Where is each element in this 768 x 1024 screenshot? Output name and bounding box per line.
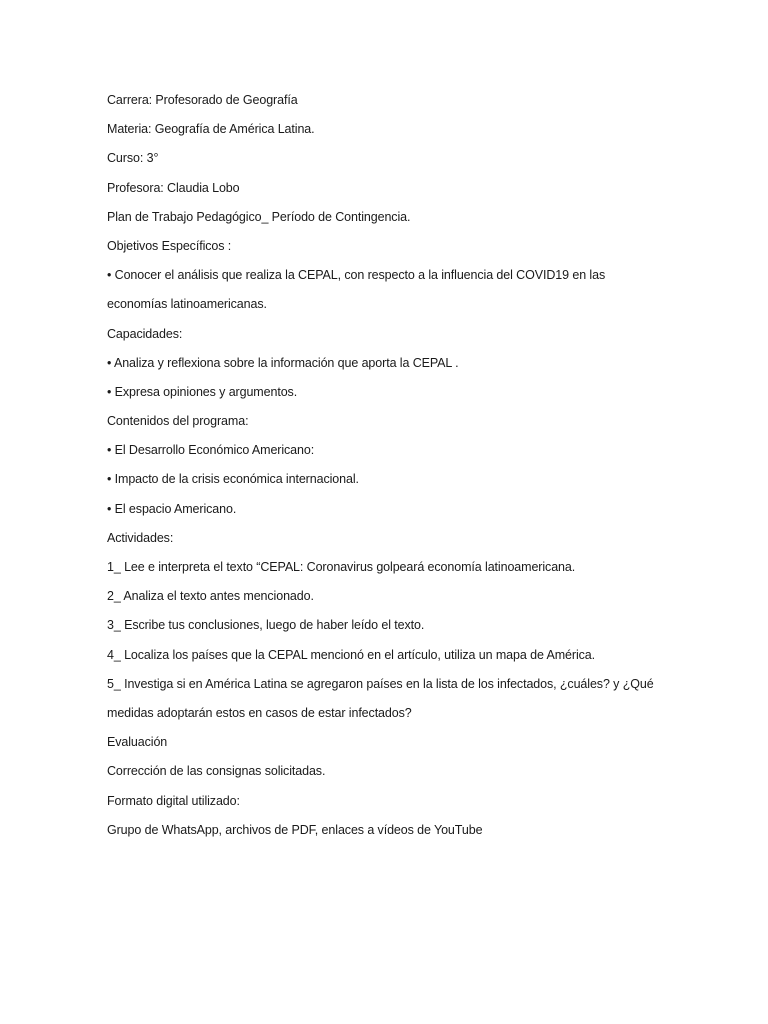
plan-title-line: Plan de Trabajo Pedagógico_ Período de Contingencia. <box>107 209 411 224</box>
capacidad-bullet-1: • Analiza y reflexiona sobre la información que aporta la CEPAL . <box>107 355 459 370</box>
actividad-3: 3_ Escribe tus conclusiones, luego de haber leído el texto. <box>107 618 425 633</box>
contenido-bullet-1: • El Desarrollo Económico Americano: <box>107 443 315 458</box>
evaluacion-heading: Evaluación <box>107 735 168 750</box>
contenido-bullet-2: • Impacto de la crisis económica internacional. <box>107 472 359 487</box>
contenido-bullet-3: • El espacio Americano. <box>107 501 237 516</box>
objetivo-bullet-1-cont: economías latinoamericanas. <box>107 297 267 312</box>
actividad-1: 1_ Lee e interpreta el texto “CEPAL: Coronavirus golpeará economía latinoamericana. <box>107 560 576 574</box>
capacidad-bullet-2: • Expresa opiniones y argumentos. <box>107 384 298 399</box>
actividades-heading: Actividades: <box>107 530 174 545</box>
formato-heading: Formato digital utilizado: <box>107 793 240 808</box>
curso-line: Curso: 3° <box>107 151 159 166</box>
formato-text: Grupo de WhatsApp, archivos de PDF, enlaces a vídeos de YouTube <box>107 822 483 837</box>
actividad-5: 5_ Investiga si en América Latina se agregaron países en la lista de los infectados, ¿cuáles? y ¿Qué <box>107 676 654 691</box>
actividad-2: 2_ Analiza el texto antes mencionado. <box>107 589 314 604</box>
objetivo-bullet-1: • Conocer el análisis que realiza la CEPAL, con respecto a la influencia del COVID19 en las <box>107 268 606 283</box>
actividad-4: 4_ Localiza los países que la CEPAL mencionó en el artículo, utiliza un mapa de América. <box>107 647 596 662</box>
document-page <box>107 86 707 845</box>
carrera-line: Carrera: Profesorado de Geografía <box>107 93 298 107</box>
objetivos-heading: Objetivos Específicos : <box>107 238 232 253</box>
profesora-line: Profesora: Claudia Lobo <box>107 180 240 195</box>
materia-line: Materia: Geografía de América Latina. <box>107 122 315 137</box>
evaluacion-text: Corrección de las consignas solicitadas. <box>107 764 326 779</box>
capacidades-heading: Capacidades: <box>107 326 183 341</box>
contenidos-heading: Contenidos del programa: <box>107 414 249 429</box>
actividad-5-cont: medidas adoptarán estos en casos de estar infectados? <box>107 705 412 720</box>
